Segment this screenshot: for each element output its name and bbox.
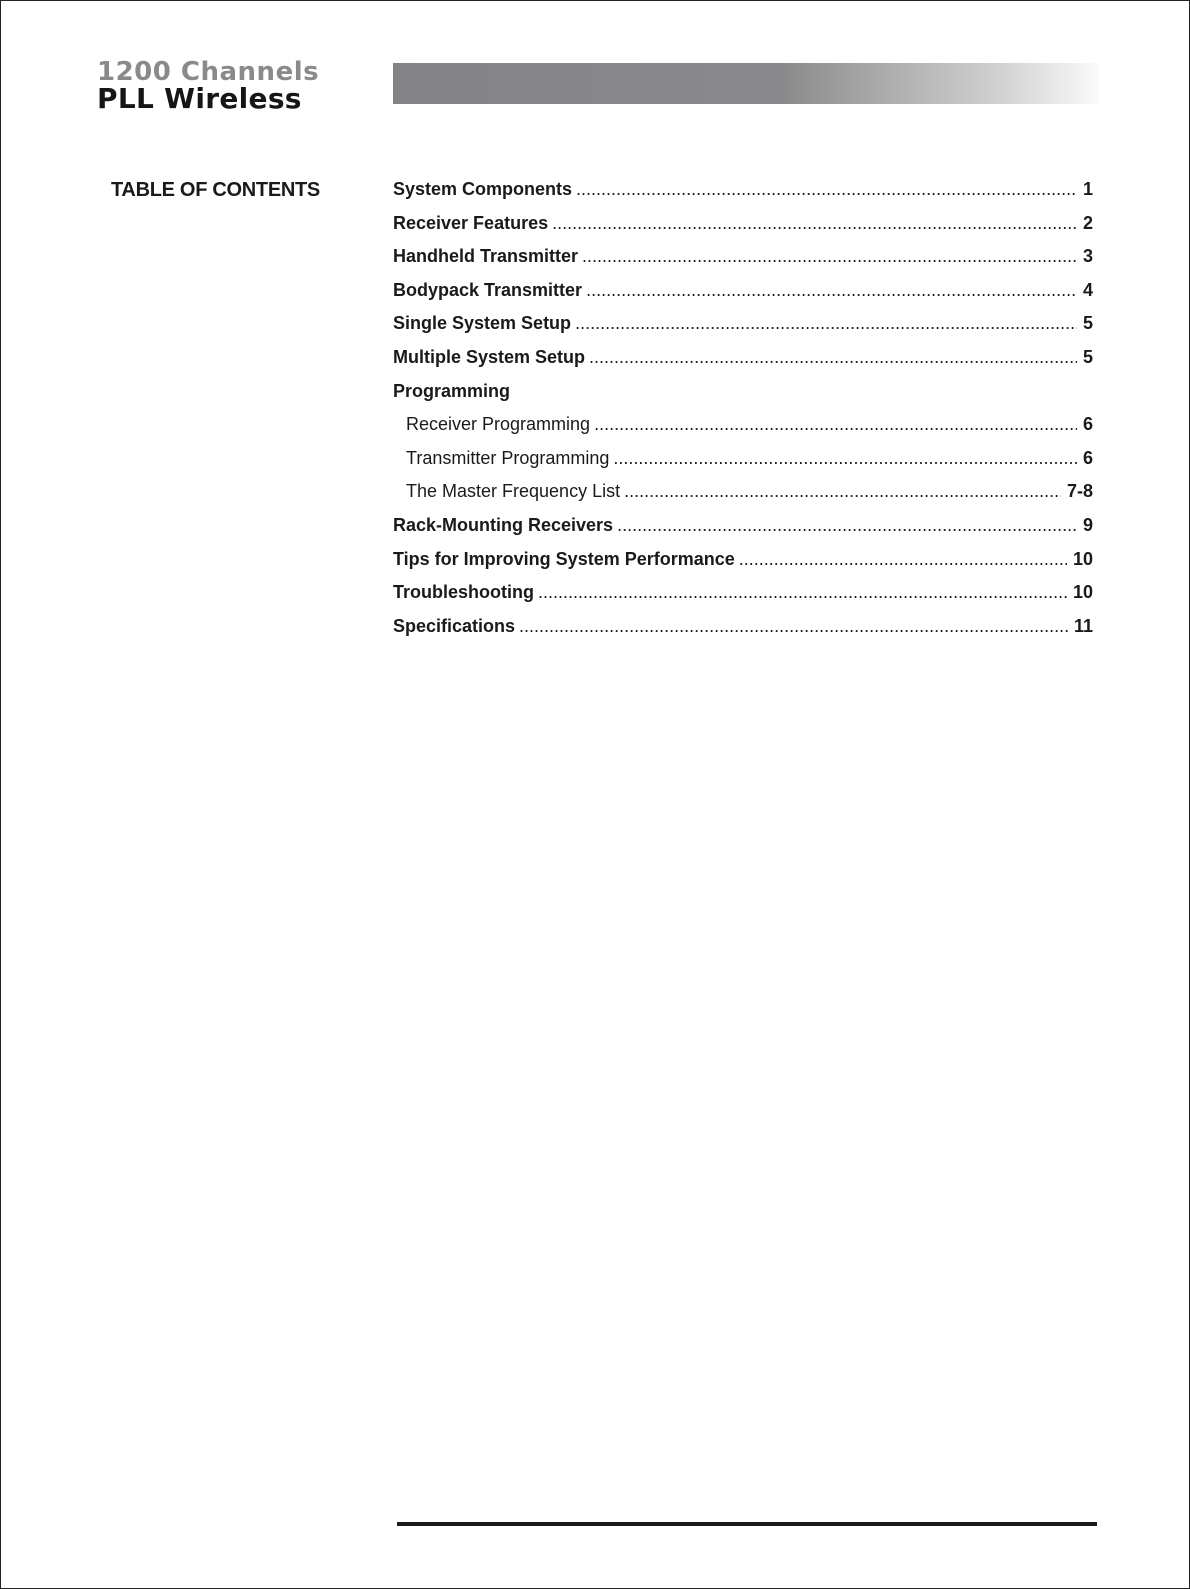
- toc-dot-leader: [576, 179, 1077, 200]
- toc-entry-page: 5: [1082, 346, 1093, 367]
- toc-entry-title: Receiver Programming: [406, 414, 591, 435]
- toc-entry-page: 4: [1082, 279, 1093, 300]
- toc-entry-title: Receiver Features: [393, 212, 549, 233]
- toc-entry[interactable]: [393, 246, 1093, 280]
- toc-dot-leader: [594, 414, 1077, 435]
- toc-dot-leader: [582, 246, 1077, 267]
- footer-rule: [397, 1522, 1097, 1526]
- toc-entry[interactable]: [393, 313, 1093, 347]
- toc-entry[interactable]: [393, 515, 1093, 549]
- toc-entry-page: 1: [1082, 179, 1093, 199]
- toc-entry-page: 11: [1073, 615, 1093, 636]
- brand-line-product: PLL Wireless: [97, 82, 302, 115]
- toc-entry-title: Tips for Improving System Performance: [393, 548, 735, 569]
- toc-entry-page: 10: [1072, 582, 1093, 603]
- toc-entry[interactable]: [393, 347, 1093, 381]
- toc-list: [393, 179, 1093, 649]
- toc-entry-page: 3: [1082, 246, 1093, 267]
- toc-entry-title: Troubleshooting: [393, 582, 534, 603]
- toc-entry[interactable]: [393, 179, 1093, 213]
- toc-entry-page: 6: [1082, 447, 1093, 468]
- toc-entry-title: Handheld Transmitter: [393, 246, 579, 267]
- toc-dot-leader: [739, 549, 1067, 570]
- brand-logo: [97, 59, 377, 113]
- toc-entry-title: Programming: [393, 380, 511, 401]
- toc-entry-title: Bodypack Transmitter: [393, 279, 583, 300]
- toc-entry-page: 10: [1072, 548, 1093, 569]
- toc-dot-leader: [586, 280, 1077, 301]
- toc-dot-leader: [575, 313, 1077, 334]
- toc-entry-title: Transmitter Programming: [406, 447, 610, 468]
- toc-entry[interactable]: [393, 582, 1093, 616]
- toc-entry[interactable]: [393, 481, 1093, 515]
- toc-entry-title: Single System Setup: [393, 313, 572, 334]
- toc-entry-title: Specifications: [393, 615, 516, 636]
- toc-entry[interactable]: [393, 616, 1093, 650]
- header-gradient-bar: [393, 63, 1099, 104]
- toc-dot-leader: [617, 515, 1077, 536]
- toc-entry[interactable]: [393, 448, 1093, 482]
- toc-entry[interactable]: [393, 414, 1093, 448]
- toc-entry[interactable]: [393, 213, 1093, 247]
- toc-heading: TABLE OF CONTENTS: [111, 179, 320, 201]
- brand-line-channels: 1200 Channels: [97, 57, 320, 87]
- toc-dot-leader: [624, 481, 1061, 502]
- toc-entry[interactable]: [393, 381, 1093, 415]
- toc-entry[interactable]: [393, 280, 1093, 314]
- toc-entry-title: System Components: [393, 179, 573, 199]
- toc-dot-leader: [519, 616, 1068, 637]
- toc-dot-leader: [589, 347, 1077, 368]
- toc-entry[interactable]: [393, 549, 1093, 583]
- toc-entry-page: 7-8: [1066, 481, 1093, 502]
- toc-dot-leader: [552, 213, 1077, 234]
- toc-entry-page: 2: [1082, 212, 1093, 233]
- toc-entry-page: 6: [1082, 414, 1093, 435]
- toc-entry-page: 9: [1082, 514, 1093, 535]
- toc-dot-leader: [538, 582, 1067, 603]
- toc-entry-title: Rack-Mounting Receivers: [393, 514, 614, 535]
- toc-entry-title: Multiple System Setup: [393, 346, 586, 367]
- toc-entry-title: The Master Frequency List: [406, 481, 621, 502]
- toc-dot-leader: [613, 448, 1077, 469]
- toc-entry-page: 5: [1082, 313, 1093, 334]
